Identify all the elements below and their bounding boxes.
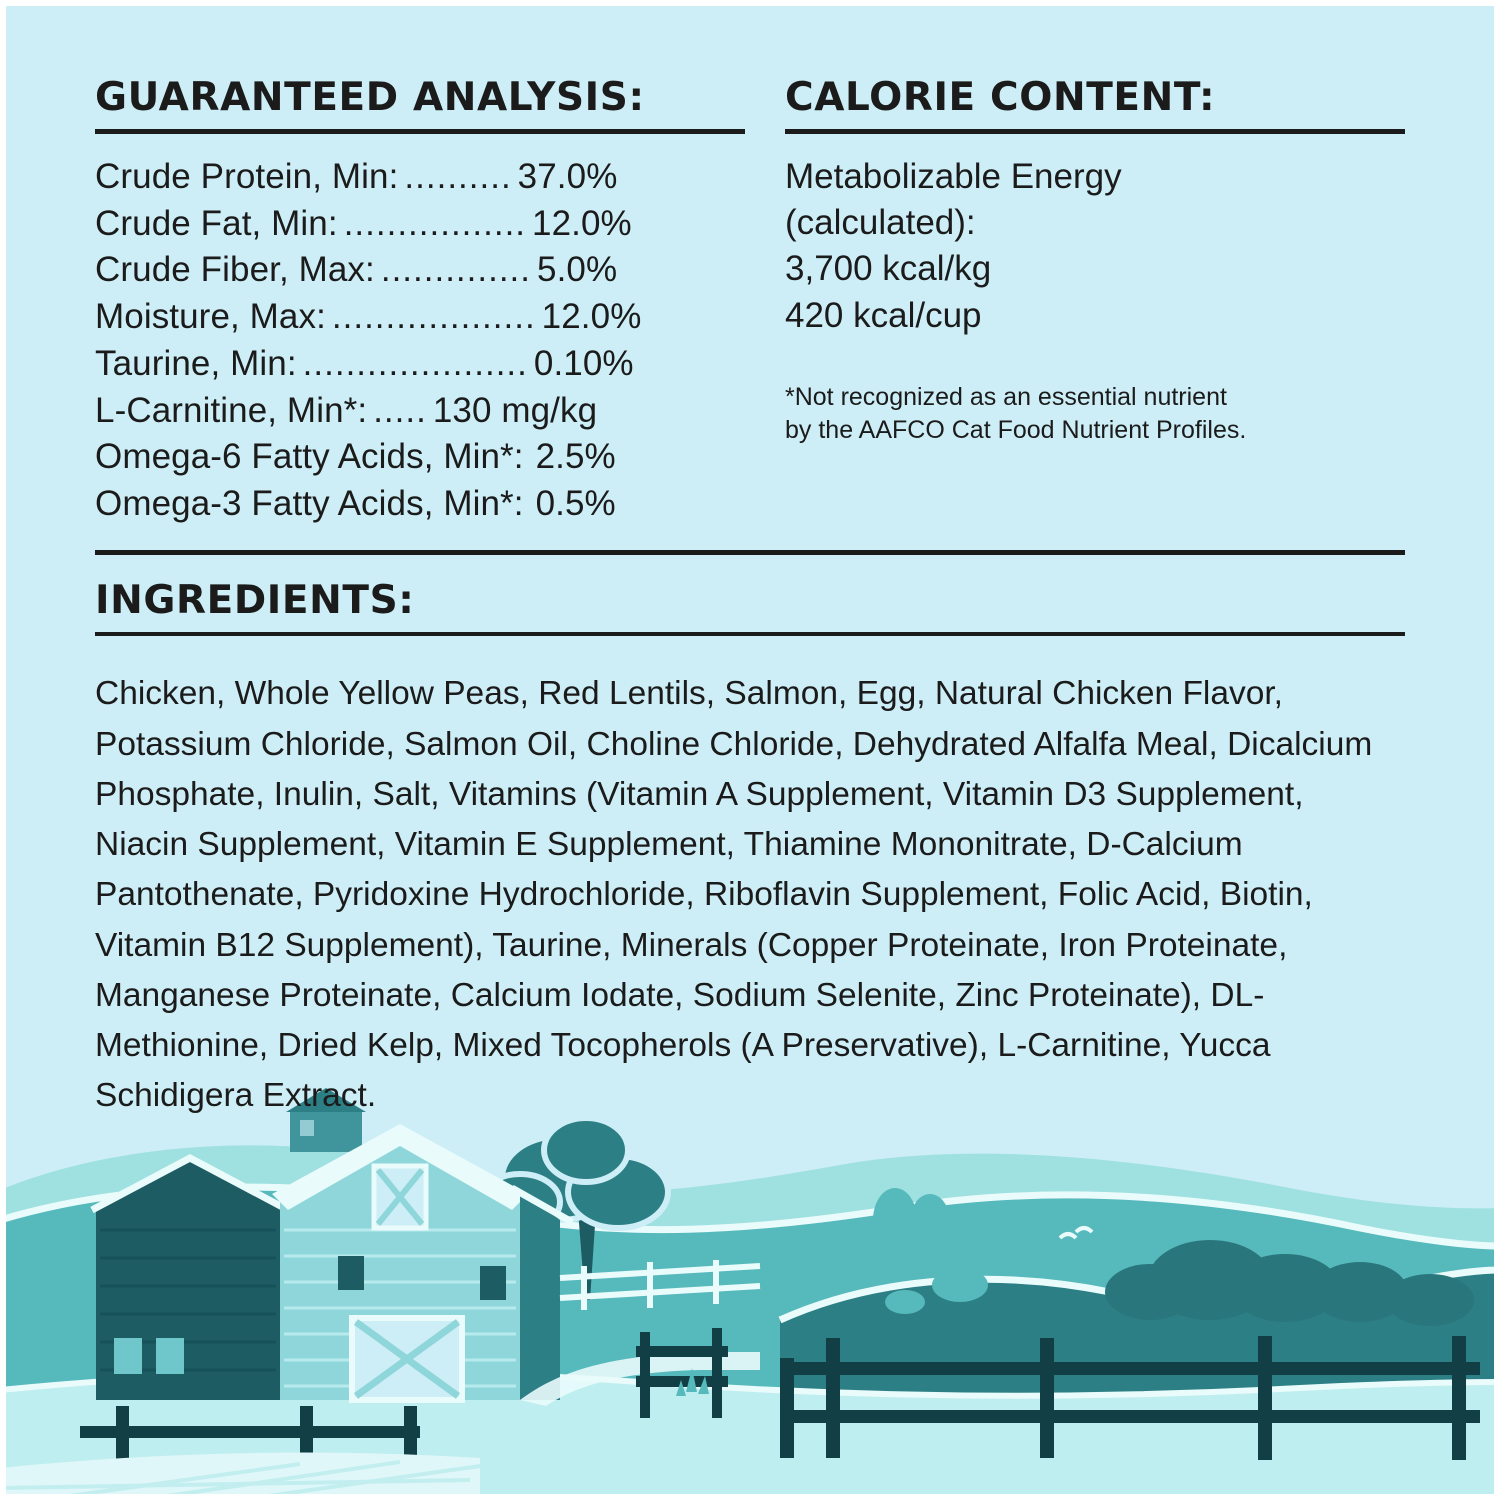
barn-window <box>480 1266 506 1300</box>
calorie-content-title: CALORIE CONTENT: <box>785 75 1216 120</box>
leader-dots: ................. <box>343 203 527 243</box>
nutrient-value: 2.5% <box>535 437 616 477</box>
farm-scene-illustration <box>0 1070 1500 1500</box>
table-row <box>95 481 745 528</box>
barn-window <box>114 1338 142 1374</box>
footnote <box>785 381 1405 448</box>
leader-dots: .......... <box>404 157 512 196</box>
calorie-content-body <box>785 154 1405 339</box>
guaranteed-analysis-title: GUARANTEED ANALYSIS: <box>95 75 645 120</box>
leader-dots: ..................... <box>302 343 528 383</box>
nutrient-value: 130 mg/kg <box>432 390 598 430</box>
table-row <box>95 154 745 201</box>
nutrient-label: L-Carnitine, Min*: <box>95 390 368 430</box>
table-row <box>95 341 745 388</box>
ingredients-text: Chicken, Whole Yellow Peas, Red Lentils, Salmon, Egg, Natural Chicken Flavor, Potassium Chloride, Salmon Oil, Choline Chloride, Dehydrated Alfalfa Meal, Dicalcium Phosphate, Inulin, Salt, Vitamins (Vitamin A Supplement, Vitamin D3 Supplement, Niacin Supplement, Vitamin E Supplement, Thiamine Mononitrate, D-Calcium Pantothenate, Pyridoxine Hydrochloride, Riboflavin Supplement, Folic Acid, Biotin, Vitamin B12 Supplement), Taurine, Minerals (Copper Proteinate, Iron Proteinate, Manganese Proteinate, Calcium Iodate, Sodium Selenite, Zinc Proteinate), DL-Methionine, Dried Kelp, Mixed Tocopherols (A Preservative), L-Carnitine, Yucca Schidigera Extract. <box>95 675 1373 1115</box>
kcal-per-cup: 420 kcal/cup <box>785 295 982 335</box>
divider <box>785 129 1405 134</box>
table-row <box>95 247 745 294</box>
nutrient-value: 37.0% <box>517 157 618 196</box>
leader-dots: ................... <box>331 297 536 337</box>
calorie-content-section <box>745 75 1405 447</box>
ingredients-section <box>95 577 1405 1122</box>
nutrient-label: Crude Protein, Min: <box>95 157 399 196</box>
table-row <box>95 388 745 435</box>
nutrient-value: 0.5% <box>535 484 616 524</box>
barn-main-door <box>352 1318 462 1400</box>
nutrient-label: Omega-6 Fatty Acids, Min*: <box>95 437 524 477</box>
metabolizable-energy-line-2: (calculated): <box>785 203 976 243</box>
leader-dots: .............. <box>380 250 531 290</box>
divider <box>95 129 745 134</box>
barn-loft-door <box>374 1166 426 1228</box>
table-row <box>95 434 745 481</box>
divider <box>95 632 1405 636</box>
nutrient-value: 5.0% <box>537 250 618 290</box>
table-row <box>95 201 745 248</box>
metabolizable-energy-line-1: Metabolizable Energy <box>785 157 1122 196</box>
nutrient-value: 0.10% <box>533 343 634 383</box>
nutrient-label: Omega-3 Fatty Acids, Min*: <box>95 484 524 524</box>
nutrient-label: Crude Fiber, Max: <box>95 250 375 290</box>
nutrient-label: Taurine, Min: <box>95 343 297 383</box>
section-divider <box>95 550 1405 555</box>
guaranteed-analysis-section <box>95 75 745 528</box>
nutrient-value: 12.0% <box>541 297 642 337</box>
footnote-line-2: by the AAFCO Cat Food Nutrient Profiles. <box>785 416 1247 444</box>
nutrient-value: 12.0% <box>532 203 632 243</box>
footnote-line-1: *Not recognized as an essential nutrient <box>785 382 1227 411</box>
ingredients-title: INGREDIENTS: <box>95 577 415 623</box>
kcal-per-kg: 3,700 kcal/kg <box>785 249 992 289</box>
nutrient-label: Moisture, Max: <box>95 297 326 337</box>
table-row <box>95 294 745 341</box>
barn-window <box>156 1338 184 1374</box>
barn-window <box>338 1256 364 1290</box>
nutrient-label: Crude Fat, Min: <box>95 203 338 243</box>
guaranteed-analysis-list <box>95 154 745 528</box>
barn <box>92 1088 572 1400</box>
leader-dots: ..... <box>373 390 427 430</box>
